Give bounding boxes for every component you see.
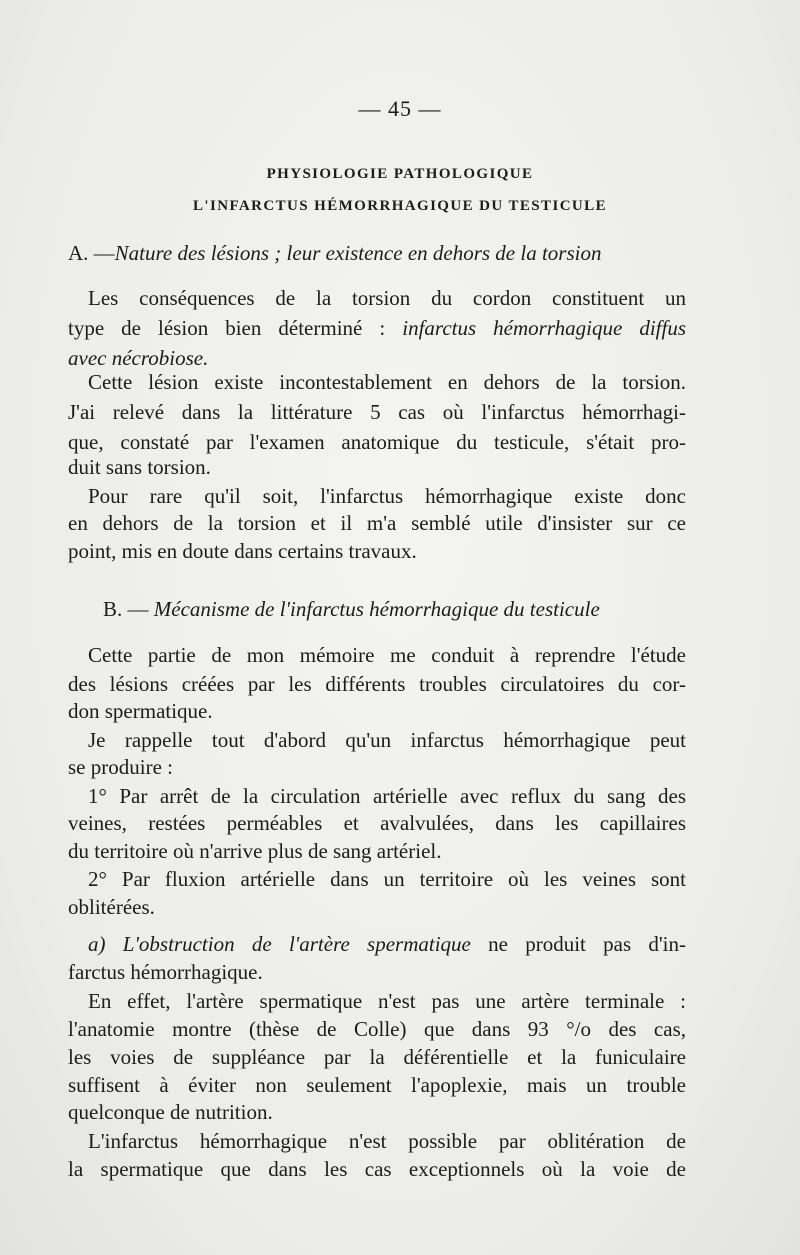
page-number: — 45 — bbox=[358, 96, 442, 121]
text-line: Les conséquences de la torsion du cordon constituent un bbox=[88, 286, 686, 310]
text-line: Pour rare qu'il soit, l'infarctus hémorrhagique existe donc bbox=[88, 484, 686, 508]
section-a-title bbox=[68, 238, 686, 268]
list-item-line: farctus hémorrhagique. bbox=[68, 960, 263, 984]
italic-fragment: L'obstruction de l'artère spermatique bbox=[122, 932, 471, 956]
list-item-line: 2° Par fluxion artérielle dans un territoire où les veines sont bbox=[88, 867, 686, 891]
text-line: se produire : bbox=[68, 755, 173, 779]
text-line: suffisent à éviter non seulement l'apoplexie, mais un trouble bbox=[68, 1073, 686, 1097]
section-a-prefix: A. — bbox=[68, 241, 115, 265]
list-item-line: oblitérées. bbox=[68, 895, 155, 919]
text-line: L'infarctus hémorrhagique n'est possible par oblitération de bbox=[88, 1129, 686, 1153]
text-line: des lésions créées par les différents troubles circulatoires du cor- bbox=[68, 672, 686, 696]
text-line: Je rappelle tout d'abord qu'un infarctus hémorrhagique peut bbox=[88, 728, 686, 752]
subsection-heading: L'INFARCTUS HÉMORRHAGIQUE DU TESTICULE bbox=[193, 198, 607, 214]
text-line: les voies de suppléance par la déférentielle et la funiculaire bbox=[68, 1045, 686, 1069]
text-line: don spermatique. bbox=[68, 699, 213, 723]
text-line: Cette partie de mon mémoire me conduit à reprendre l'étude bbox=[88, 643, 686, 667]
italic-fragment: infarctus hémorrhagique diffus bbox=[402, 316, 686, 340]
text-line: Cette lésion existe incontestablement en dehors de la torsion. bbox=[88, 370, 686, 394]
italic-fragment: avec nécrobiose. bbox=[68, 346, 209, 370]
list-item-line: du territoire où n'arrive plus de sang artériel. bbox=[68, 839, 442, 863]
list-item-line: 1° Par arrêt de la circulation artérielle avec reflux du sang des bbox=[88, 784, 686, 808]
item-label: a) bbox=[88, 932, 106, 956]
text-line: duit sans torsion. bbox=[68, 455, 211, 479]
section-a-title-text: Nature des lésions ; leur existence en dehors de la torsion bbox=[114, 241, 602, 265]
text-line: en dehors de la torsion et il m'a semblé utile d'insister sur ce bbox=[68, 511, 686, 535]
text-line: quelconque de nutrition. bbox=[68, 1100, 273, 1124]
text-line bbox=[68, 313, 686, 343]
text-line: En effet, l'artère spermatique n'est pas une artère terminale : bbox=[88, 989, 686, 1013]
text-line: point, mis en doute dans certains travaux. bbox=[68, 539, 417, 563]
text-line: l'anatomie montre (thèse de Colle) que dans 93 °/o des cas, bbox=[68, 1017, 686, 1041]
text-fragment: ne produit pas d'in- bbox=[488, 932, 687, 956]
section-b-title-text: Mécanisme de l'infarctus hémorrhagique du testicule bbox=[153, 597, 600, 621]
text-line: J'ai relevé dans la littérature 5 cas où l'infarctus hémorrhagi- bbox=[68, 400, 686, 424]
section-b-title bbox=[103, 594, 686, 624]
section-b-prefix: B. — bbox=[103, 597, 149, 621]
text-line: la spermatique que dans les cas exceptionnels où la voie de bbox=[68, 1157, 686, 1181]
text-line: que, constaté par l'examen anatomique du testicule, s'était pro- bbox=[68, 430, 686, 454]
list-item-line: veines, restées perméables et avalvulées, dans les capillaires bbox=[68, 811, 686, 835]
text-fragment: type de lésion bien déterminé : bbox=[68, 316, 386, 340]
section-heading: PHYSIOLOGIE PATHOLOGIQUE bbox=[266, 166, 534, 182]
list-item-line bbox=[88, 929, 686, 959]
